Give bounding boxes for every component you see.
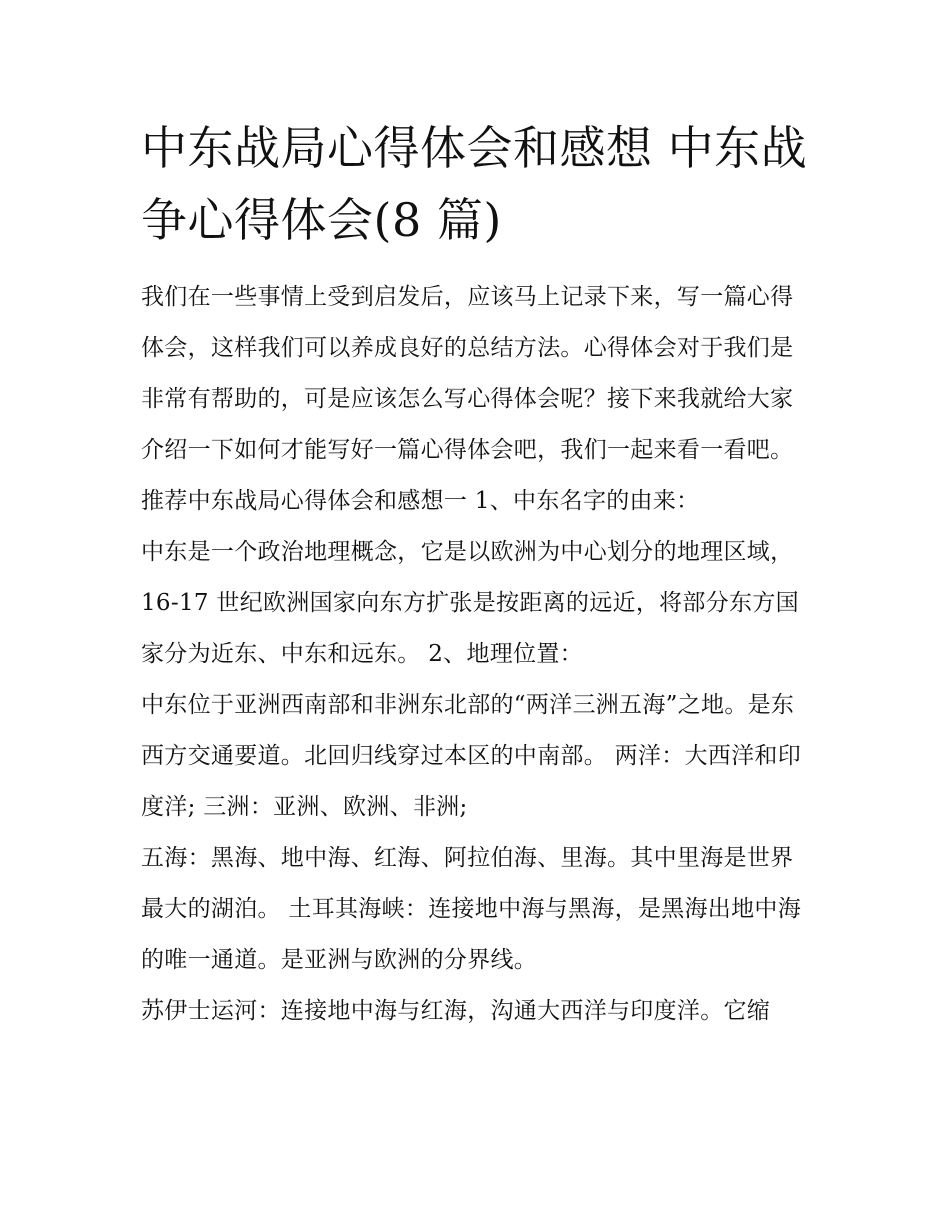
paragraph-suez-canal: 苏伊士运河：连接地中海与红海，沟通大西洋与印度洋。它缩: [141, 998, 771, 1024]
document-body: [141, 112, 816, 1037]
paragraph-intro: 我们在一些事情上受到启发后，应该马上记录下来，写一篇心得体会，这样我们可以养成良好的总结方法。心得体会对于我们是非常有帮助的，可是应该怎么写心得体会呢？接下来我就给大家介绍一下如何才能写好一篇心得体会吧，我们一起来看一看吧。: [141, 284, 794, 463]
paragraph-location: 中东位于亚洲西南部和非洲东北部的“两洋三洲五海”之地。是东西方交通要道。北回归线穿过本区的中南部。 两洋：大西洋和印度洋; 三洲：亚洲、欧洲、非洲;: [141, 692, 802, 820]
paragraph-five-seas: 五海：黑海、地中海、红海、阿拉伯海、里海。其中里海是世界最大的湖泊。 土耳其海峡：连接地中海与黑海，是黑海出地中海的唯一通道。是亚洲与欧洲的分界线。: [141, 845, 802, 973]
paragraph-recommend-heading: 推荐中东战局心得体会和感想一 1、中东名字的由来：: [141, 488, 700, 514]
paragraph-middle-east-origin: 中东是一个政治地理概念，它是以欧洲为中心划分的地理区域，16-17 世纪欧洲国家向东方扩张是按距离的远近，将部分东方国家分为近东、中东和远东。 2、地理位置：: [141, 539, 799, 667]
document-title: 中东战局心得体会和感想 中东战争心得体会(8 篇): [141, 121, 808, 247]
